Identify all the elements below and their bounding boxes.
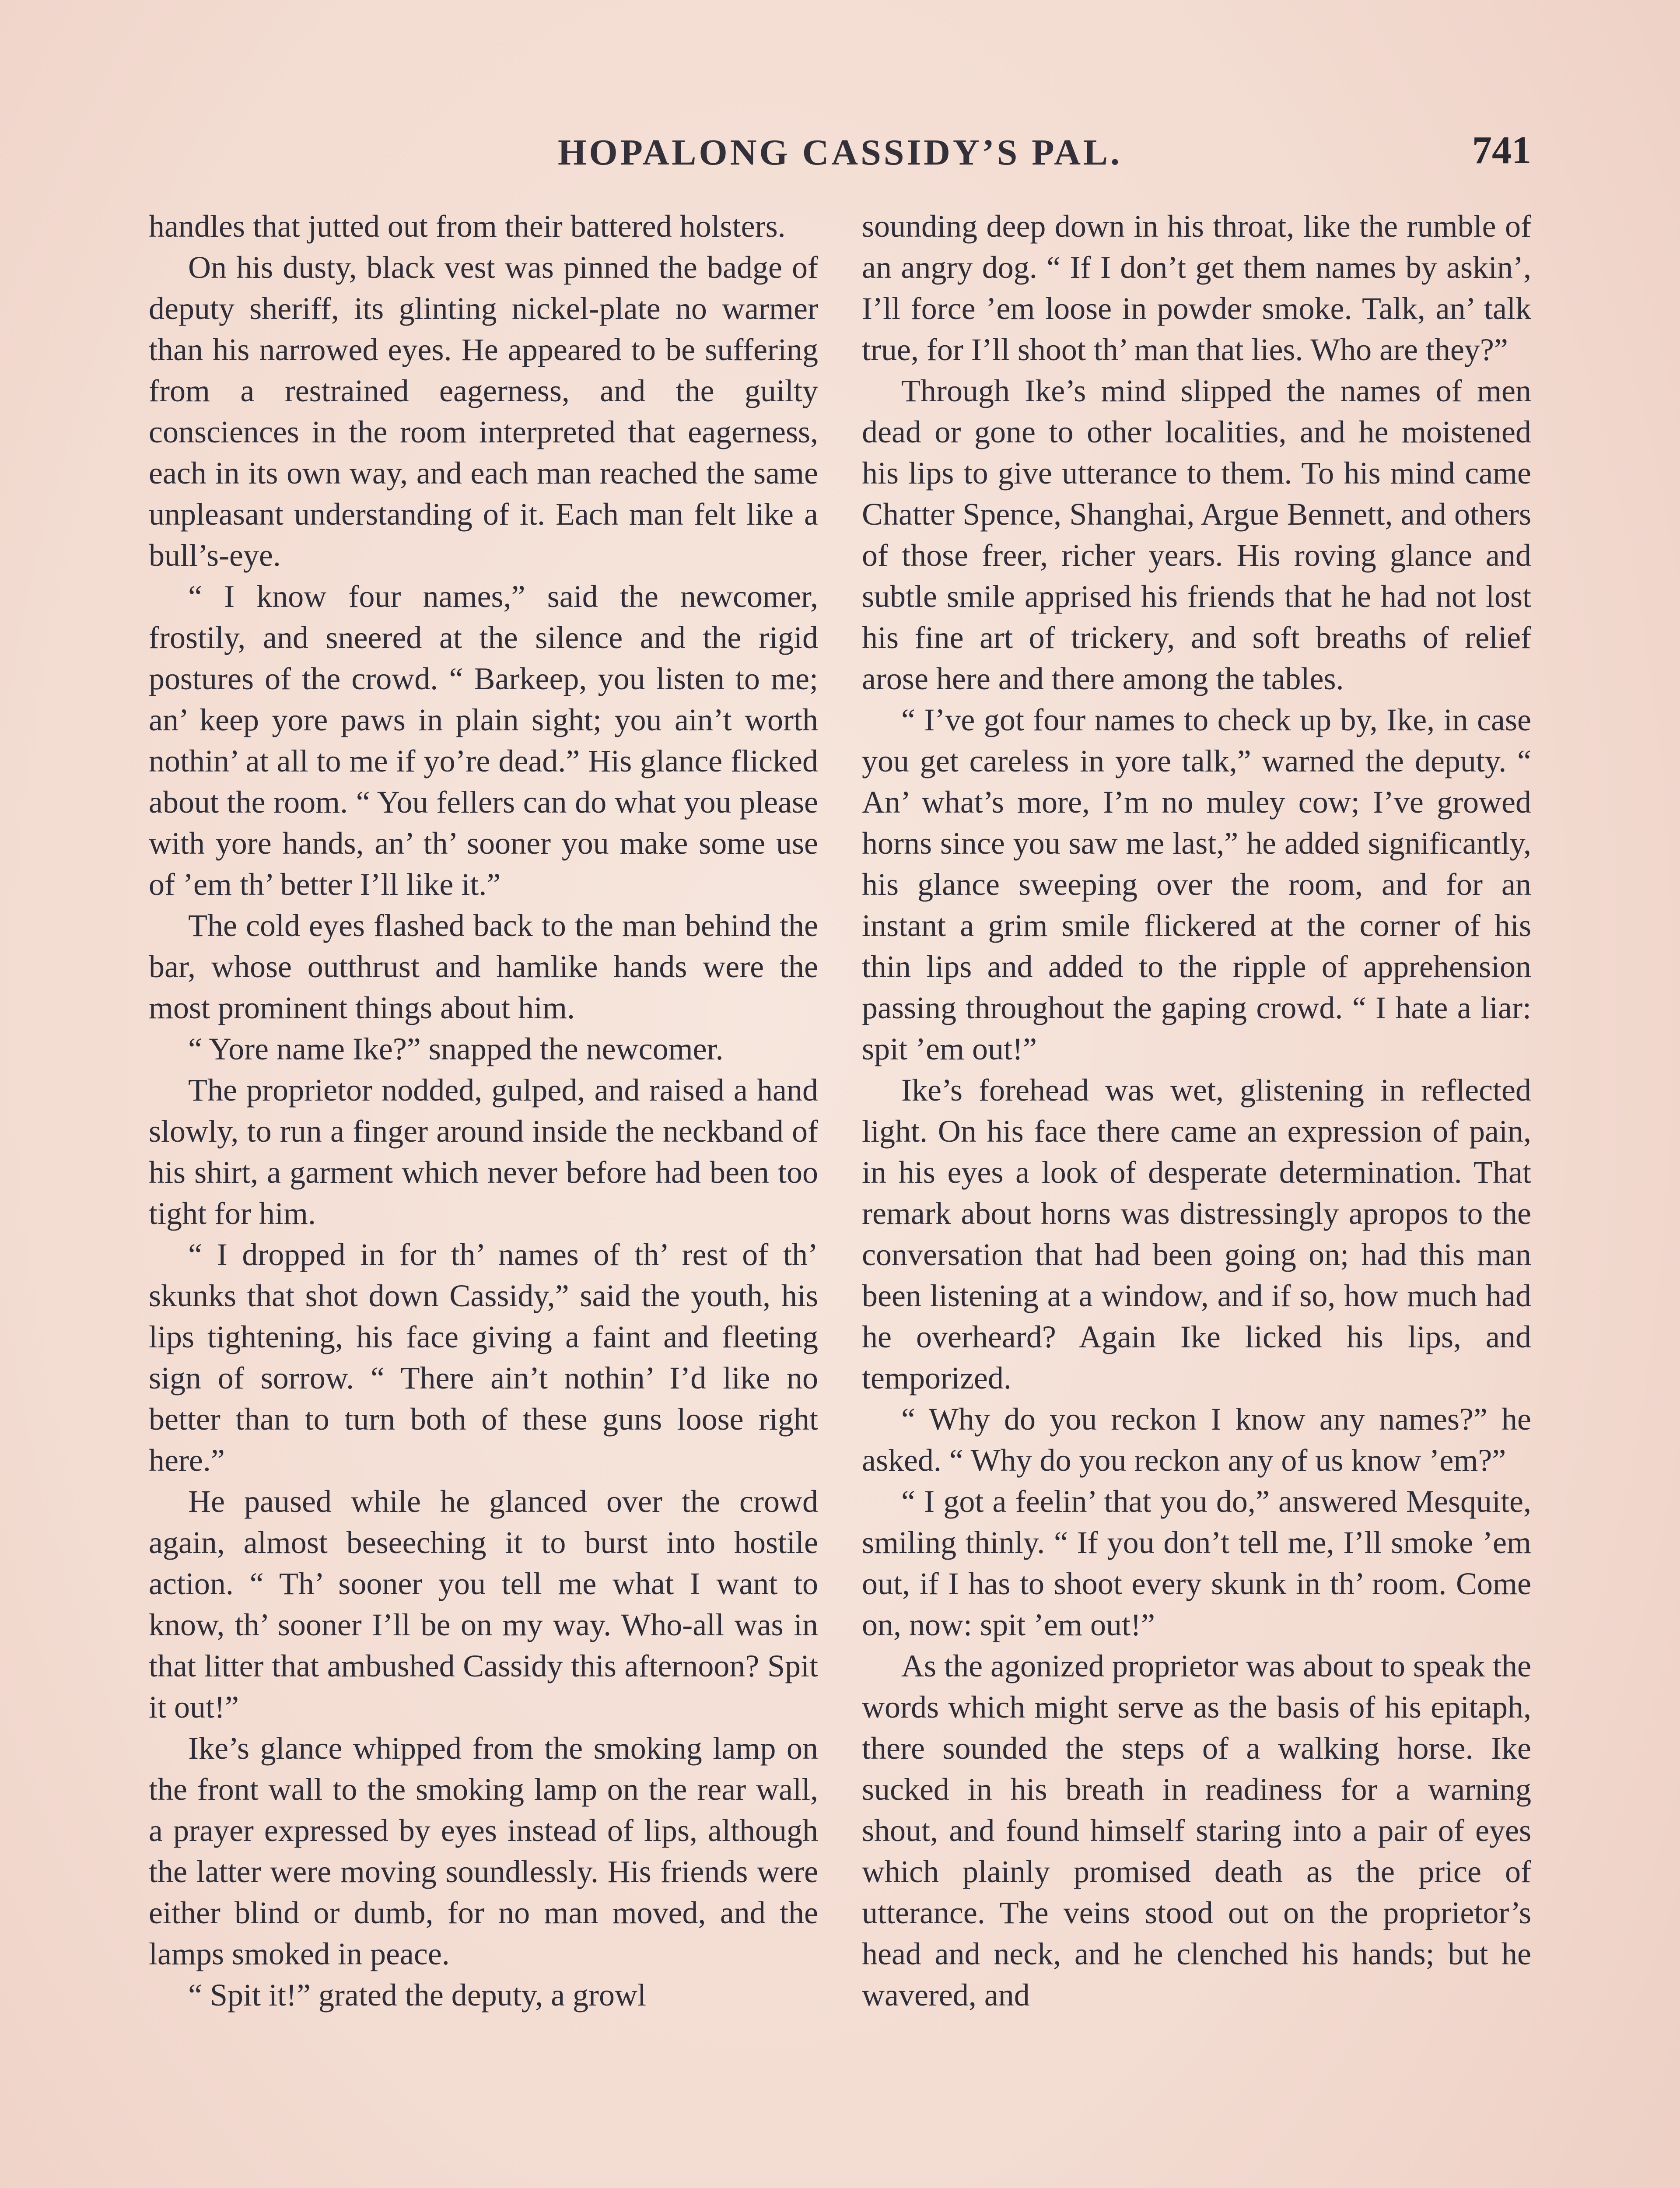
left-column	[149, 206, 818, 2188]
paragraph: “ I know four names,” said the newcomer, frostily, and sneered at the silence and the rigid postures of the crowd. “ Barkeep, you listen to me; an’ keep yore paws in plain sight; you ain’t worth nothin’ at all to me if yo’re dead.” His glance flicked about the room. “ You fellers can do what you please with yore hands, an’ th’ sooner you make some use of ’em th’ better I’ll like it.”	[149, 579, 818, 902]
paragraph: He paused while he glanced over the crowd again, almost beseeching it to burst into hostile action. “ Th’ sooner you tell me what I want to know, th’ sooner I’ll be on my way. Who-all was in that litter that ambushed Cassidy this afternoon? Spit it out!”	[149, 1484, 818, 1725]
paragraph: “ I’ve got four names to check up by, Ike, in case you get careless in yore talk,” warned the deputy. “ An’ what’s more, I’m no muley cow; I’ve growed horns since you saw me last,” he added significantly, his glance sweeping over the room, and for an instant a grim smile flickered at the corner of his thin lips and added to the ripple of apprehension passing throughout the gaping crowd. “ I hate a liar: spit ’em out!”	[862, 702, 1531, 1066]
paragraph: The proprietor nodded, gulped, and raised a hand slowly, to run a finger around inside the neckband of his shirt, a garment which never before had been too tight for him.	[149, 1073, 818, 1231]
right-column	[862, 206, 1531, 2188]
paragraph: Ike’s forehead was wet, glistening in reflected light. On his face there came an expression of pain, in his eyes a look of desperate determination. That remark about horns was distressingly apropos to the conversation that had been going on; had this man been listening at a window, and if so, how much had he overheard? Again Ike licked his lips, and temporized.	[862, 1073, 1531, 1396]
paragraph: handles that jutted out from their battered holsters.	[149, 209, 786, 244]
paragraph: sounding deep down in his throat, like the rumble of an angry dog. “ If I don’t get them names by askin’, I’ll force ’em loose in powder smoke. Talk, an’ talk true, for I’ll shoot th’ man that lies. Who are they?”	[862, 209, 1531, 367]
paragraph: “ Spit it!” grated the deputy, a growl	[188, 1978, 647, 2013]
paragraph: “ I got a feelin’ that you do,” answered Mesquite, smiling thinly. “ If you don’t tell me, I’ll smoke ’em out, if I has to shoot every skunk in th’ room. Come on, now: spit ’em out!”	[862, 1484, 1531, 1642]
paragraph: “ Why do you reckon I know any names?” he asked. “ Why do you reckon any of us know ’em?”	[862, 1402, 1531, 1478]
running-head	[149, 131, 1531, 193]
paragraph: The cold eyes flashed back to the man behind the bar, whose outthrust and hamlike hands were the most prominent things about him.	[149, 908, 818, 1025]
paragraph: As the agonized proprietor was about to speak the words which might serve as the basis of his epitaph, there sounded the steps of a walking horse. Ike sucked in his breath in readiness for a warning shout, and found himself staring into a pair of eyes which plainly promised death as the price of utterance. The veins stood out on the proprietor’s head and neck, and he clenched his hands; but he wavered, and	[862, 1648, 1531, 2013]
paragraph: Ike’s glance whipped from the smoking lamp on the front wall to the smoking lamp on the rear wall, a prayer expressed by eyes instead of lips, although the latter were moving soundlessly. His friends were either blind or dumb, for no man moved, and the lamps smoked in peace.	[149, 1731, 818, 1971]
paragraph: “ I dropped in for th’ names of th’ rest of th’ skunks that shot down Cassidy,” said the youth, his lips tightening, his face giving a faint and fleeting sign of sorrow. “ There ain’t nothin’ I’d like no better than to turn both of these guns loose right here.”	[149, 1237, 818, 1478]
paragraph: Through Ike’s mind slipped the names of men dead or gone to other localities, and he moistened his lips to give utterance to them. To his mind came Chatter Spence, Shanghai, Argue Bennett, and others of those freer, richer years. His roving glance and subtle smile apprised his friends that he had not lost his fine art of trickery, and soft breaths of relief arose here and there among the tables.	[862, 373, 1531, 696]
paragraph: On his dusty, black vest was pinned the badge of deputy sheriff, its glinting nickel-plate no warmer than his narrowed eyes. He appeared to be suffering from a restrained eagerness, and the guilty consciences in the room interpreted that eagerness, each in its own way, and each man reached the same unpleasant understanding of it. Each man felt like a bull’s-eye.	[149, 250, 818, 573]
running-title: HOPALONG CASSIDY’S PAL.	[557, 132, 1122, 173]
paragraph: “ Yore name Ike?” snapped the newcomer.	[188, 1031, 724, 1066]
page-number: 741	[1472, 129, 1531, 172]
